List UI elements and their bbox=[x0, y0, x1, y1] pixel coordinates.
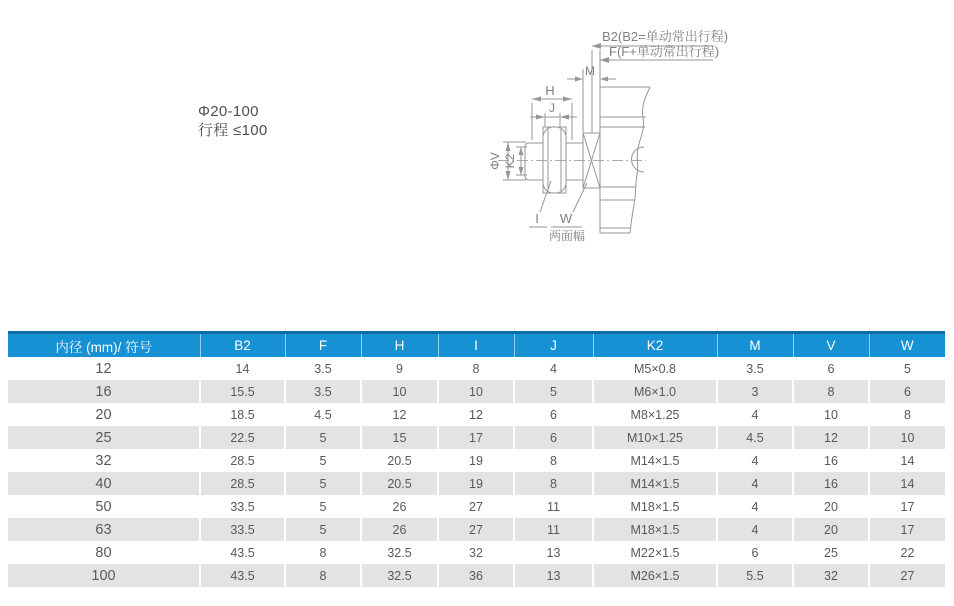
table-cell: M6×1.0 bbox=[593, 380, 717, 403]
row-bore-size: 12 bbox=[8, 357, 200, 380]
table-cell: M18×1.5 bbox=[593, 495, 717, 518]
row-bore-size: 50 bbox=[8, 495, 200, 518]
table-cell: 10 bbox=[361, 380, 438, 403]
table-cell: M18×1.5 bbox=[593, 518, 717, 541]
table-cell: 20.5 bbox=[361, 449, 438, 472]
table-cell: 16 bbox=[793, 472, 869, 495]
column-header-bore: 内径 (mm)/ 符号 bbox=[8, 333, 200, 358]
table-cell: M22×1.5 bbox=[593, 541, 717, 564]
rod-thread-end bbox=[525, 143, 543, 180]
dimensions-table bbox=[8, 331, 945, 587]
table-cell: 20 bbox=[793, 518, 869, 541]
dim-k2-label: K2 bbox=[503, 153, 517, 169]
table-cell: 26 bbox=[361, 495, 438, 518]
table-cell: 6 bbox=[869, 380, 945, 403]
table-row bbox=[8, 426, 945, 449]
table-cell: 17 bbox=[869, 518, 945, 541]
table-cell: M14×1.5 bbox=[593, 449, 717, 472]
row-bore-size: 20 bbox=[8, 403, 200, 426]
table-cell: 4 bbox=[717, 472, 793, 495]
table-cell: 9 bbox=[361, 357, 438, 380]
row-bore-size: 63 bbox=[8, 518, 200, 541]
row-bore-size: 100 bbox=[8, 564, 200, 587]
table-cell: 6 bbox=[717, 541, 793, 564]
table-cell: 14 bbox=[869, 472, 945, 495]
table-cell: 36 bbox=[438, 564, 514, 587]
table-cell: 33.5 bbox=[200, 518, 285, 541]
table-cell: 14 bbox=[200, 357, 285, 380]
dim-b2-label: B2(B2=单动常出行程) bbox=[602, 29, 729, 44]
table-cell: 43.5 bbox=[200, 564, 285, 587]
table-cell: 19 bbox=[438, 472, 514, 495]
table-cell: 8 bbox=[285, 541, 361, 564]
table-cell: M8×1.25 bbox=[593, 403, 717, 426]
rod-section bbox=[566, 143, 583, 180]
table-cell: 6 bbox=[514, 426, 593, 449]
column-header-h: H bbox=[361, 333, 438, 358]
table-cell: 8 bbox=[285, 564, 361, 587]
table-cell: 12 bbox=[438, 403, 514, 426]
table-row bbox=[8, 495, 945, 518]
table-cell: 5 bbox=[285, 518, 361, 541]
table-cell: 43.5 bbox=[200, 541, 285, 564]
table-cell: 15 bbox=[361, 426, 438, 449]
table-cell: 17 bbox=[438, 426, 514, 449]
table-cell: 4 bbox=[717, 449, 793, 472]
table-cell: 8 bbox=[514, 472, 593, 495]
column-header-j: J bbox=[514, 333, 593, 358]
row-bore-size: 32 bbox=[8, 449, 200, 472]
table-cell: 32.5 bbox=[361, 541, 438, 564]
table-cell: 10 bbox=[869, 426, 945, 449]
table-cell: 12 bbox=[361, 403, 438, 426]
table-cell: 5 bbox=[285, 495, 361, 518]
table-cell: 27 bbox=[869, 564, 945, 587]
dim-phi-v-label: ΦV bbox=[488, 152, 502, 170]
table-cell: 32.5 bbox=[361, 564, 438, 587]
spec-table-body bbox=[8, 357, 945, 587]
table-row bbox=[8, 380, 945, 403]
row-bore-size: 80 bbox=[8, 541, 200, 564]
table-cell: 8 bbox=[514, 449, 593, 472]
table-row bbox=[8, 564, 945, 587]
table-cell: 5 bbox=[285, 472, 361, 495]
column-header-v: V bbox=[793, 333, 869, 358]
table-cell: 15.5 bbox=[200, 380, 285, 403]
dim-f-label: F(F+单动常出行程) bbox=[609, 44, 720, 59]
table-cell: 11 bbox=[514, 518, 593, 541]
table-cell: 13 bbox=[514, 541, 593, 564]
table-row bbox=[8, 403, 945, 426]
table-cell: 28.5 bbox=[200, 449, 285, 472]
table-cell: 5.5 bbox=[717, 564, 793, 587]
table-cell: 4 bbox=[514, 357, 593, 380]
table-cell: 26 bbox=[361, 518, 438, 541]
table-cell: 20.5 bbox=[361, 472, 438, 495]
dim-m-label: M bbox=[585, 64, 595, 78]
table-row bbox=[8, 518, 945, 541]
table-row bbox=[8, 449, 945, 472]
table-cell: 33.5 bbox=[200, 495, 285, 518]
table-cell: 25 bbox=[793, 541, 869, 564]
table-cell: 22.5 bbox=[200, 426, 285, 449]
column-header-i: I bbox=[438, 333, 514, 358]
table-cell: 12 bbox=[793, 426, 869, 449]
table-header-row bbox=[8, 333, 945, 358]
column-header-b2: B2 bbox=[200, 333, 285, 358]
table-cell: 27 bbox=[438, 495, 514, 518]
table-cell: 6 bbox=[793, 357, 869, 380]
table-cell: 16 bbox=[793, 449, 869, 472]
table-cell: 10 bbox=[438, 380, 514, 403]
table-cell: 13 bbox=[514, 564, 593, 587]
table-cell: M5×0.8 bbox=[593, 357, 717, 380]
table-cell: 20 bbox=[793, 495, 869, 518]
stroke-range-text: 行程 ≤100 bbox=[198, 122, 268, 139]
table-cell: 22 bbox=[869, 541, 945, 564]
table-cell: 4.5 bbox=[717, 426, 793, 449]
table-cell: 27 bbox=[438, 518, 514, 541]
leader-i-label: I bbox=[535, 211, 539, 226]
table-cell: M26×1.5 bbox=[593, 564, 717, 587]
table-cell: M14×1.5 bbox=[593, 472, 717, 495]
table-row bbox=[8, 357, 945, 380]
table-cell: 10 bbox=[793, 403, 869, 426]
column-header-m: M bbox=[717, 333, 793, 358]
table-cell: 32 bbox=[793, 564, 869, 587]
table-cell: 8 bbox=[793, 380, 869, 403]
table-cell: 11 bbox=[514, 495, 593, 518]
table-cell: 4 bbox=[717, 495, 793, 518]
table-cell: 14 bbox=[869, 449, 945, 472]
table-cell: 8 bbox=[869, 403, 945, 426]
column-header-k2: K2 bbox=[593, 333, 717, 358]
table-cell: M10×1.25 bbox=[593, 426, 717, 449]
dim-h-label: H bbox=[545, 83, 555, 98]
bore-range-text: Φ20-100 bbox=[198, 103, 259, 120]
table-cell: 5 bbox=[514, 380, 593, 403]
leader-w bbox=[549, 183, 587, 243]
row-bore-size: 40 bbox=[8, 472, 200, 495]
table-cell: 18.5 bbox=[200, 403, 285, 426]
table-cell: 28.5 bbox=[200, 472, 285, 495]
table-cell: 3.5 bbox=[285, 380, 361, 403]
table-cell: 3 bbox=[717, 380, 793, 403]
table-row bbox=[8, 541, 945, 564]
table-cell: 6 bbox=[514, 403, 593, 426]
row-bore-size: 16 bbox=[8, 380, 200, 403]
dim-j-label: J bbox=[549, 101, 555, 115]
row-bore-size: 25 bbox=[8, 426, 200, 449]
table-cell: 19 bbox=[438, 449, 514, 472]
table-cell: 5 bbox=[285, 426, 361, 449]
dim-j bbox=[530, 101, 577, 126]
flats-label: 两面幅 bbox=[549, 229, 586, 243]
column-header-w: W bbox=[869, 333, 945, 358]
table-cell: 5 bbox=[285, 449, 361, 472]
table-cell: 8 bbox=[438, 357, 514, 380]
table-cell: 3.5 bbox=[717, 357, 793, 380]
dim-f bbox=[600, 44, 719, 63]
table-cell: 32 bbox=[438, 541, 514, 564]
table-cell: 5 bbox=[869, 357, 945, 380]
column-header-f: F bbox=[285, 333, 361, 358]
leader-w-label: W bbox=[559, 211, 573, 226]
table-row bbox=[8, 472, 945, 495]
table-cell: 17 bbox=[869, 495, 945, 518]
table-cell: 4 bbox=[717, 518, 793, 541]
table-cell: 4.5 bbox=[285, 403, 361, 426]
table-cell: 3.5 bbox=[285, 357, 361, 380]
table-cell: 4 bbox=[717, 403, 793, 426]
